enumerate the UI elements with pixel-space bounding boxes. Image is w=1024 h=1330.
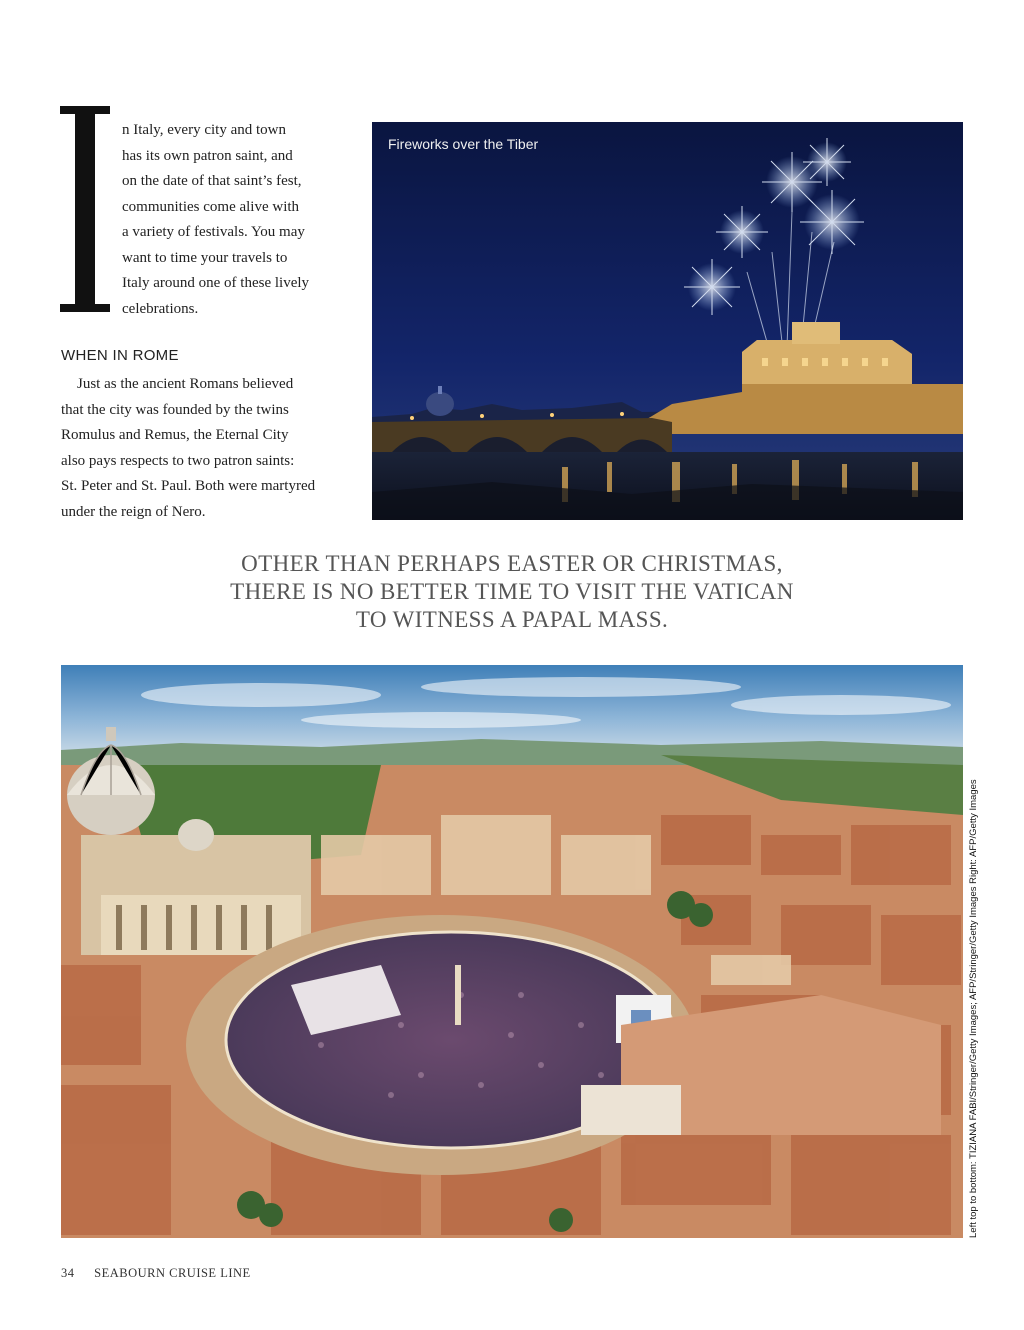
drop-cap: [58, 106, 114, 326]
fireworks-illustration: [372, 122, 963, 520]
section-heading: WHEN IN ROME: [61, 347, 179, 364]
body-line: that the city was founded by the twins: [61, 401, 289, 418]
page-number: 34: [61, 1266, 75, 1280]
pull-quote-line: TO WITNESS A PAPAL MASS.: [355, 607, 669, 632]
intro-line: has its own patron saint, and: [122, 147, 293, 164]
pull-quote-line: THERE IS NO BETTER TIME TO VISIT THE VATICAN: [230, 579, 794, 604]
vatican-aerial-photo: [61, 665, 963, 1238]
body-line: Just as the ancient Romans believed: [77, 376, 294, 392]
intro-line: want to time your travels to: [122, 249, 288, 266]
intro-line: communities come alive with: [122, 198, 300, 215]
fireworks-photo: [372, 122, 963, 520]
photo-caption: Fireworks over the Tiber: [388, 136, 539, 152]
pull-quote-line: OTHER THAN PERHAPS EASTER OR CHRISTMAS,: [241, 551, 783, 576]
body-line: also pays respects to two patron saints:: [61, 452, 295, 469]
body-line: Romulus and Remus, the Eternal City: [61, 427, 289, 443]
pull-quote: [0, 550, 1024, 634]
intro-line: on the date of that saint’s fest,: [122, 173, 302, 189]
body-line: St. Peter and St. Paul. Both were martyred: [61, 478, 316, 494]
vatican-illustration: [61, 665, 963, 1238]
intro-line: a variety of festivals. You may: [122, 224, 305, 240]
intro-line: celebrations.: [122, 300, 199, 317]
intro-paragraph: [122, 118, 352, 322]
publication-name: SEABOURN CRUISE LINE: [94, 1266, 251, 1280]
intro-line: n Italy, every city and town: [122, 122, 286, 138]
section-body: [61, 372, 351, 525]
photo-credit: Left top to bottom: TIZIANA FABI/Stringer/Getty Images; AFP/Stringer/Getty Images Right: AFP/Getty Images: [968, 779, 979, 1238]
page-footer: [61, 1266, 251, 1281]
body-line: under the reign of Nero.: [61, 503, 206, 520]
intro-line: Italy around one of these lively: [122, 275, 310, 291]
